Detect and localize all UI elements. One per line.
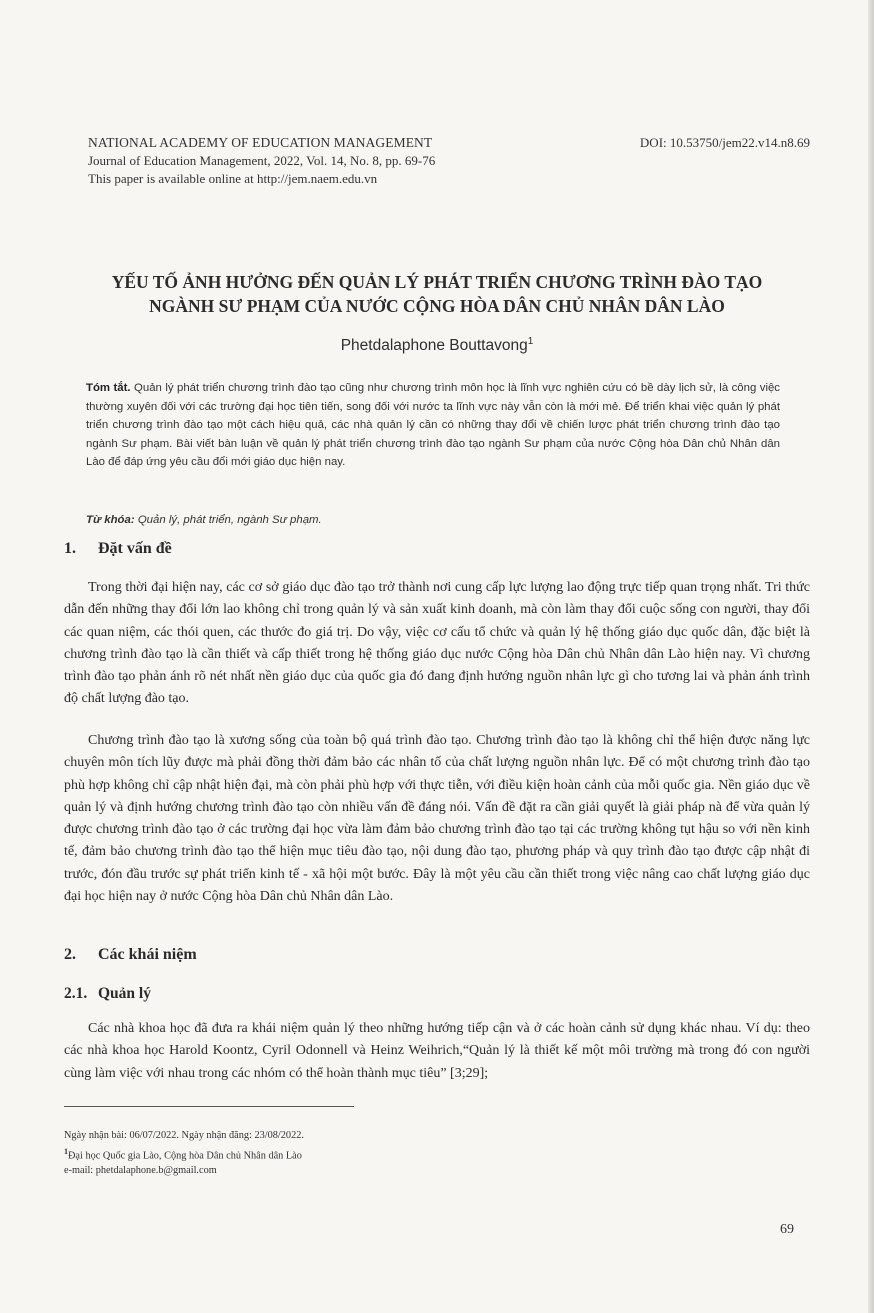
- section-1-paragraph-2: Chương trình đào tạo là xương sống của toàn bộ quá trình đào tạo. Chương trình đào tạo là không chỉ thể hiện được năng lực chuyên môn tích lũy được mà phải đồng thời đảm bảo các nhân tố của chất lượng nguồn nhân lực. Để có một chương trình đào tạo phù hợp không chỉ cập nhật hiện đại, mà còn phải phù hợp với thực tiễn, với điều kiện hoàn cảnh của mỗi quốc gia. Nền giáo dục về quản lý và định hướng chương trình đào tạo còn nhiều vấn đề đáng nói. Vấn đề đặt ra cần giải quyết là giải pháp nà để vừa quản lý được chương trình đào tạo ở các trường đại học vừa làm đảm bảo chương trình đào tạo tại các trường không tụt hậu so với nền kinh tế, đảm bảo chương trình đào tạo thể hiện mục tiêu đào tạo, nội dung đào tạo, phương pháp và quy trình đào tạo được cập nhật đi trước, đón đầu trước sự phát triển kinh tế - xã hội một bước. Đây là một yêu cầu cần thiết trong việc nâng cao chất lượng giáo dục đại học hiện nay ở nước Cộng hòa Dân chủ Nhân dân Lào.: [64, 733, 810, 905]
- affiliation-mark: 1: [64, 1146, 68, 1156]
- scan-edge: [868, 0, 874, 1313]
- section-1-paragraph-1: Trong thời đại hiện nay, các cơ sở giáo dục đào tạo trở thành nơi cung cấp lực lượng lao động trực tiếp quan trọng nhất. Tri thức dẫn đến những thay đổi lớn lao không chỉ trong quản lý và sản xuất kinh doanh, mà còn làm thay đổi cuộc sống con người, thay đổi các quan niệm, các thói quen, các thước đo giá trị. Do vậy, việc cơ cấu tổ chức và quản lý hệ thống giáo dục quốc dân, đặc biệt là chương trình đào tạo là cần thiết và cấp thiết trong hệ thống giáo dục nước Cộng hòa Dân chủ Nhân dân Lào hiện nay. Vì chương trình đào tạo phản ánh rõ nét nhất nền giáo dục của quốc gia đó đang định hướng nguồn nhân lực gì cho tương lai và phản ánh trình độ chất lượng đào tạo.: [64, 580, 810, 707]
- doi: DOI: 10.53750/jem22.v14.n8.69: [639, 135, 810, 150]
- author: [60, 336, 814, 355]
- footnotes: [64, 1128, 304, 1179]
- abstract-text: Quản lý phát triển chương trình đào tạo cũng như chương trình môn học là lĩnh vực nghiên cứu có bề dày lịch sử, là công việc thường xuyên đối với các trường đại học tiên tiến, song đối với nước ta lĩnh vực này vẫn còn là mới mẻ. Để triển khai việc quản lý phát triển chương trình đào tạo một cách hiệu quả, các nhà quản lý cần có những thay đổi về chiến lược phát triển chương trình đào tạo ngành Sư phạm. Bài viết bàn luận về quản lý phát triển chương trình đào tạo ngành Sư phạm của nước Cộng hòa Dân chủ Nhân dân Lào để đáp ứng yêu cầu đổi mới giáo dục hiện nay.: [86, 382, 781, 469]
- title-line-1: YẾU TỐ ẢNH HƯỞNG ĐẾN QUẢN LÝ PHÁT TRIỂN CHƯƠNG TRÌNH ĐÀO TẠO: [111, 272, 763, 292]
- section-2-1-number: 2.1.: [64, 985, 88, 1002]
- abstract: [86, 379, 780, 472]
- affiliation-text: Đại học Quốc gia Lào, Cộng hòa Dân chủ Nhân dân Lào: [68, 1149, 302, 1161]
- keywords-text: Quản lý, phát triển, ngành Sư phạm.: [137, 514, 322, 526]
- org-name: NATIONAL ACADEMY OF EDUCATION MANAGEMENT: [88, 135, 433, 150]
- received-dates: Ngày nhận bài: 06/07/2022. Ngày nhận đăng: 23/08/2022.: [64, 1130, 304, 1141]
- section-1-title: Đặt vấn đề: [98, 540, 172, 557]
- availability-note: This paper is available online at http://jem.naem.edu.vn: [88, 171, 378, 186]
- section-2-heading: [64, 946, 197, 964]
- author-affiliation-mark: 1: [527, 336, 534, 347]
- section-2-number: 2.: [64, 946, 76, 963]
- section-2-title: Các khái niệm: [98, 946, 197, 963]
- abstract-label: Tóm tắt.: [86, 382, 131, 394]
- journal-info: Journal of Education Management, 2022, Vol. 14, No. 8, pp. 69-76: [88, 153, 436, 168]
- page-number: 69: [780, 1222, 794, 1237]
- title-line-2: NGÀNH SƯ PHẠM CỦA NƯỚC CỘNG HÒA DÂN CHỦ NHÂN DÂN LÀO: [149, 296, 725, 316]
- affiliation-note: [64, 1144, 304, 1164]
- keywords: [86, 514, 322, 526]
- paper-title: [60, 270, 814, 318]
- journal-header: [88, 134, 435, 188]
- section-1-number: 1.: [64, 540, 76, 557]
- section-2-1-heading: [64, 985, 151, 1003]
- keywords-label: Từ khóa:: [86, 514, 135, 526]
- author-email: e-mail: phetdalaphone.b@gmail.com: [64, 1165, 217, 1177]
- section-2-1-title: Quản lý: [98, 985, 151, 1002]
- footnote-divider: [64, 1106, 354, 1107]
- section-2-1-paragraph-1: Các nhà khoa học đã đưa ra khái niệm quản lý theo những hướng tiếp cận và ở các hoàn cảnh sử dụng khác nhau. Ví dụ: theo các nhà khoa học Harold Koontz, Cyril Odonnell và Heinz Weihrich,“Quản lý là thiết kế một môi trường mà trong đó con người cùng làm việc với nhau trong các nhóm có thể hoàn thành mục tiêu” [3;29];: [64, 1021, 810, 1081]
- author-name: Phetdalaphone Bouttavong: [340, 337, 528, 355]
- section-1-heading: [64, 540, 172, 558]
